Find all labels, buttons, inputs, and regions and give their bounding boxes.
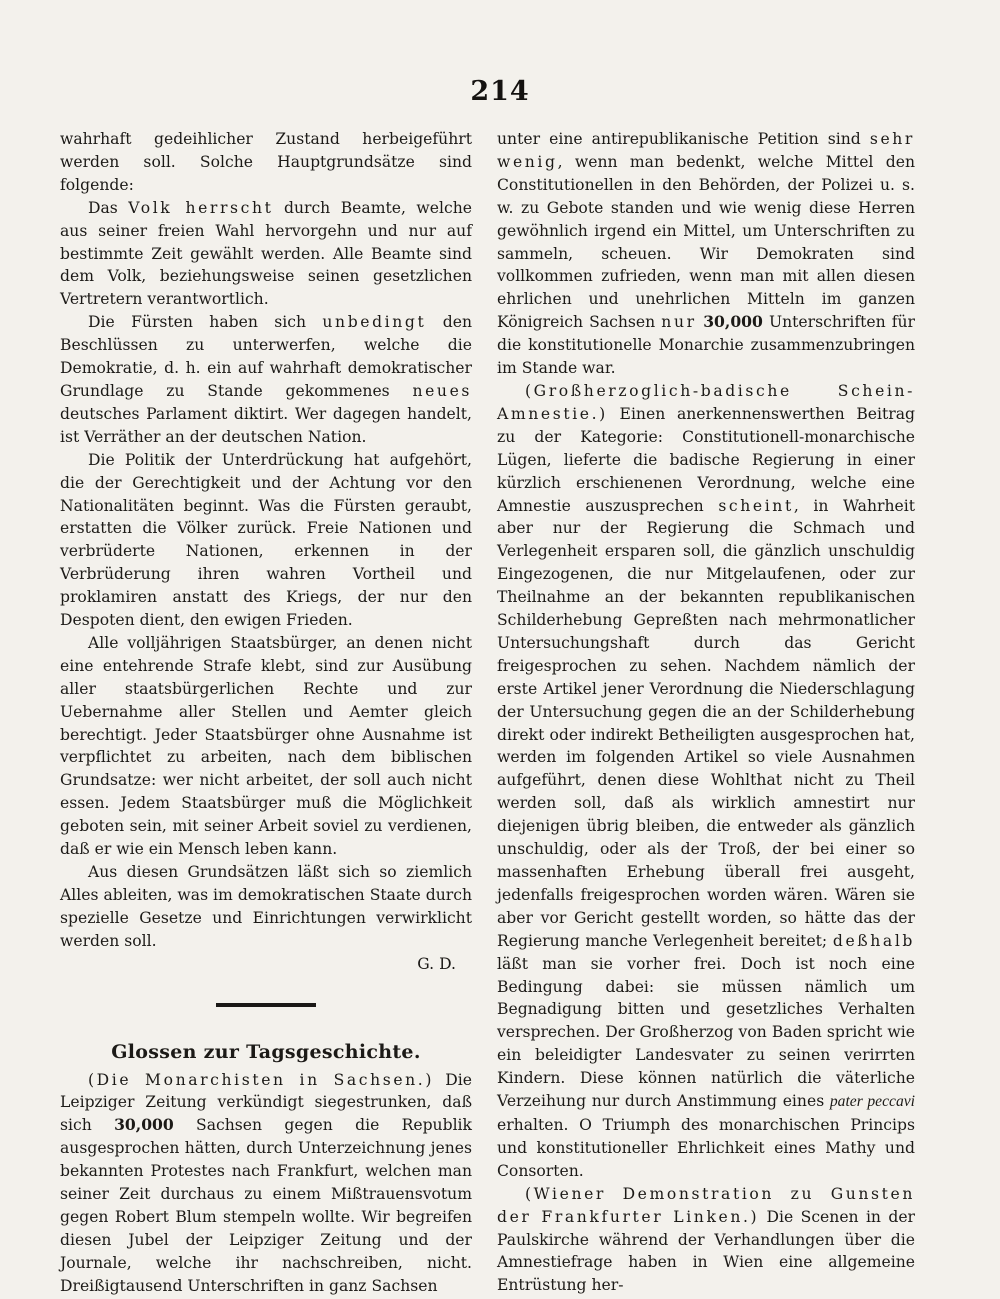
section-heading: Glossen zur Tagsgeschichte. [111,1040,421,1063]
latin-phrase: pater peccavi [829,1093,915,1111]
text-run: unter eine antirepublikanische Petition sind [497,130,870,148]
spaced-emphasis: sehr wenig [497,130,915,171]
spaced-emphasis: nur [661,313,697,332]
bold-number: 30,000 [696,312,763,332]
section-divider [216,1003,316,1007]
bold-number: 30,000 [114,1115,174,1135]
paragraph: Alle volljährigen Staatsbürger, an denen nicht eine entehrende Strafe klebt, sind zur Ausübung aller staatsbürgerlichen Rechte und zur Uebernahme aller Stellen und Aemter gleich berechtigt. Jeder Staatsbürger ohne Ausnahme ist verpflichtet zu arbeiten, nach dem biblischen Grundsatze: wer nicht arbeitet, der soll auch nicht essen. Jedem Staatsbürger muß die Möglichkeit geboten sein, mit seiner Arbeit soviel zu verdienen, daß er wie ein Mensch leben kann. [60,633,472,859]
text-run: , wenn man bedenkt, welche Mittel den Constitutionellen in den Behörden, der Polizei u. s. w. zu Gebote standen und wie wenig diese Herren gewöhnlich irgend ein Mittel, um Unterschriften zu sammeln, scheuen. Wir Demokraten sind vollkommen zufrieden, wenn man mit allen diesen ehrlichen und unehrlichen Mitteln im ganzen Königreich Sachsen [497,152,915,332]
paragraph [60,197,472,312]
paragraph [497,380,915,1183]
right-column [497,128,915,1297]
text-run: Das [88,198,129,217]
text-run: Die Leipziger Zeitung verkündigt siegestrunken, daß sich [60,1070,472,1135]
text-run: Die Fürsten haben sich [88,313,323,332]
text-run: Einen anerkennenswerthen Beitrag zu der Kategorie: Constitutionell-monarchische Lügen, lieferte die badische Regierung in einer kürzlich erschienenen Verordnung, welche eine Amnestie auszusprechen [497,404,915,515]
spaced-emphasis: (Großherzoglich-badische Schein-Amnestie.) [497,381,915,423]
spaced-emphasis: neues [412,381,472,400]
text-run: Die Scenen in der Paulskirche während der Verhandlungen über die Amnestiefrage haben in Wien eine allgemeine Entrüstung her- [497,1207,915,1295]
paragraph: wahrhaft gedeihlicher Zustand herbeigeführt werden soll. Solche Hauptgrundsätze sind folgende: [60,130,472,194]
spaced-emphasis: (Wiener Demonstration zu Gunsten der Frankfurter Linken.) [497,1184,915,1226]
spaced-emphasis: unbedingt [322,313,427,332]
text-run: läßt man sie vorher frei. Doch ist noch eine Bedingung dabei: sie müssen nämlich um Begnadigung bitten und gesetzliches Verhalten versprechen. Der Großherzog von Baden spricht wie ein beleidigter Landesvater zu seinen verirrten Kindern. Diese können natürlich die väterliche Verzeihung nur durch Anstimmung eines [497,954,915,1111]
page-number: 214 [470,76,530,107]
paragraph [60,1069,472,1298]
paragraph: Aus diesen Grundsätzen läßt sich so ziemlich Alles ableiten, was im demokratischen Staate durch spezielle Gesetze und Einrichtungen verwirklicht werden soll. [60,863,472,950]
spaced-emphasis: (Die Monarchisten in Sachsen.) [88,1070,435,1089]
text-run: , in Wahrheit aber nur der Regierung die Schmach und Verlegenheit ersparen soll, die gänzlich unschuldig Eingezogenen, die nur Mitgelaufenen, oder zur Theilnahme an der bekannten republikanischen Schilderhebung Gepreßten nach mehrmonatlicher Untersuchungshaft durch das Gericht freigesprochen zu sehen. Nachdem nämlich der erste Artikel jener Verordnung die Niederschlagung der Untersuchung gegen die an der Schilderhebung direkt oder indirekt Betheiligten ausgesprochen hat, werden im folgenden Artikel so viele Ausnahmen aufgeführt, denen diese Wohlthat nicht zu Theil werden soll, daß als wirklich amnestirt nur diejenigen übrig bleiben, die entweder als gänzlich unschuldig, oder als der Troß, der bei einer so massenhaften Erhebung überall frei ausgeht, jedenfalls freigesprochen worden wären. Wären sie aber vor Gericht gestellt worden, so hätte das der Regierung manche Verlegenheit bereitet; [497,496,915,950]
spaced-emphasis: Volk herrscht [128,198,274,217]
text-run: Unterschriften für die konstitutionelle Monarchie zusammenzubringen im Stande war. [497,313,915,378]
text-run: durch Beamte, welche aus seiner freien Wahl hervorgehn und nur auf bestimmte Zeit gewählt werden. Alle Beamte sind dem Volk, beziehungsweise seinen gesetzlichen Vertretern verantwortlich. [60,198,472,309]
signature: G. D. [417,954,456,973]
spaced-emphasis: deßhalb [832,931,915,950]
text-run: erhalten. O Triumph des monarchischen Princips und konstitutioneller Ehrlichkeit eines Mathy und Consorten. [497,1115,915,1180]
text-run: deutsches Parlament diktirt. Wer dagegen handelt, ist Verräther an der deutschen Nation. [60,404,472,446]
text-run: den Beschlüssen zu unterwerfen, welche die Demokratie, d. h. ein auf wahrhaft demokratischer Grundlage zu Stande gekommenes [60,313,472,400]
paragraph [60,311,472,448]
spaced-emphasis: scheint [718,496,794,515]
text-run: Sachsen gegen die Republik ausgesprochen hätten, durch Unterzeichnung jenes bekannten Protestes nach Frankfurt, welchen man seiner Zeit durchaus zu einem Mißtrauensvotum gegen Robert Blum stempeln wollte. Wir begreifen diesen Jubel der Leipziger Zeitung und der Journale, welche ihr nachschreiben, nicht. Dreißigtausend Unterschriften in ganz Sachsen [60,1116,472,1295]
paragraph: Die Politik der Unterdrückung hat aufgehört, die der Gerechtigkeit und der Achtung vor den Nationalitäten beginnt. Was die Fürsten geraubt, erstatten die Völker zurück. Freie Nationen und verbrüderte Nationen, erkennen in der Verbrüderung ihren wahren Vortheil und proklamiren anstatt des Kriegs, der nur den Despoten dient, den ewigen Frieden. [60,450,472,630]
left-column [60,128,472,1298]
paragraph [497,1183,915,1298]
paragraph [497,128,915,380]
